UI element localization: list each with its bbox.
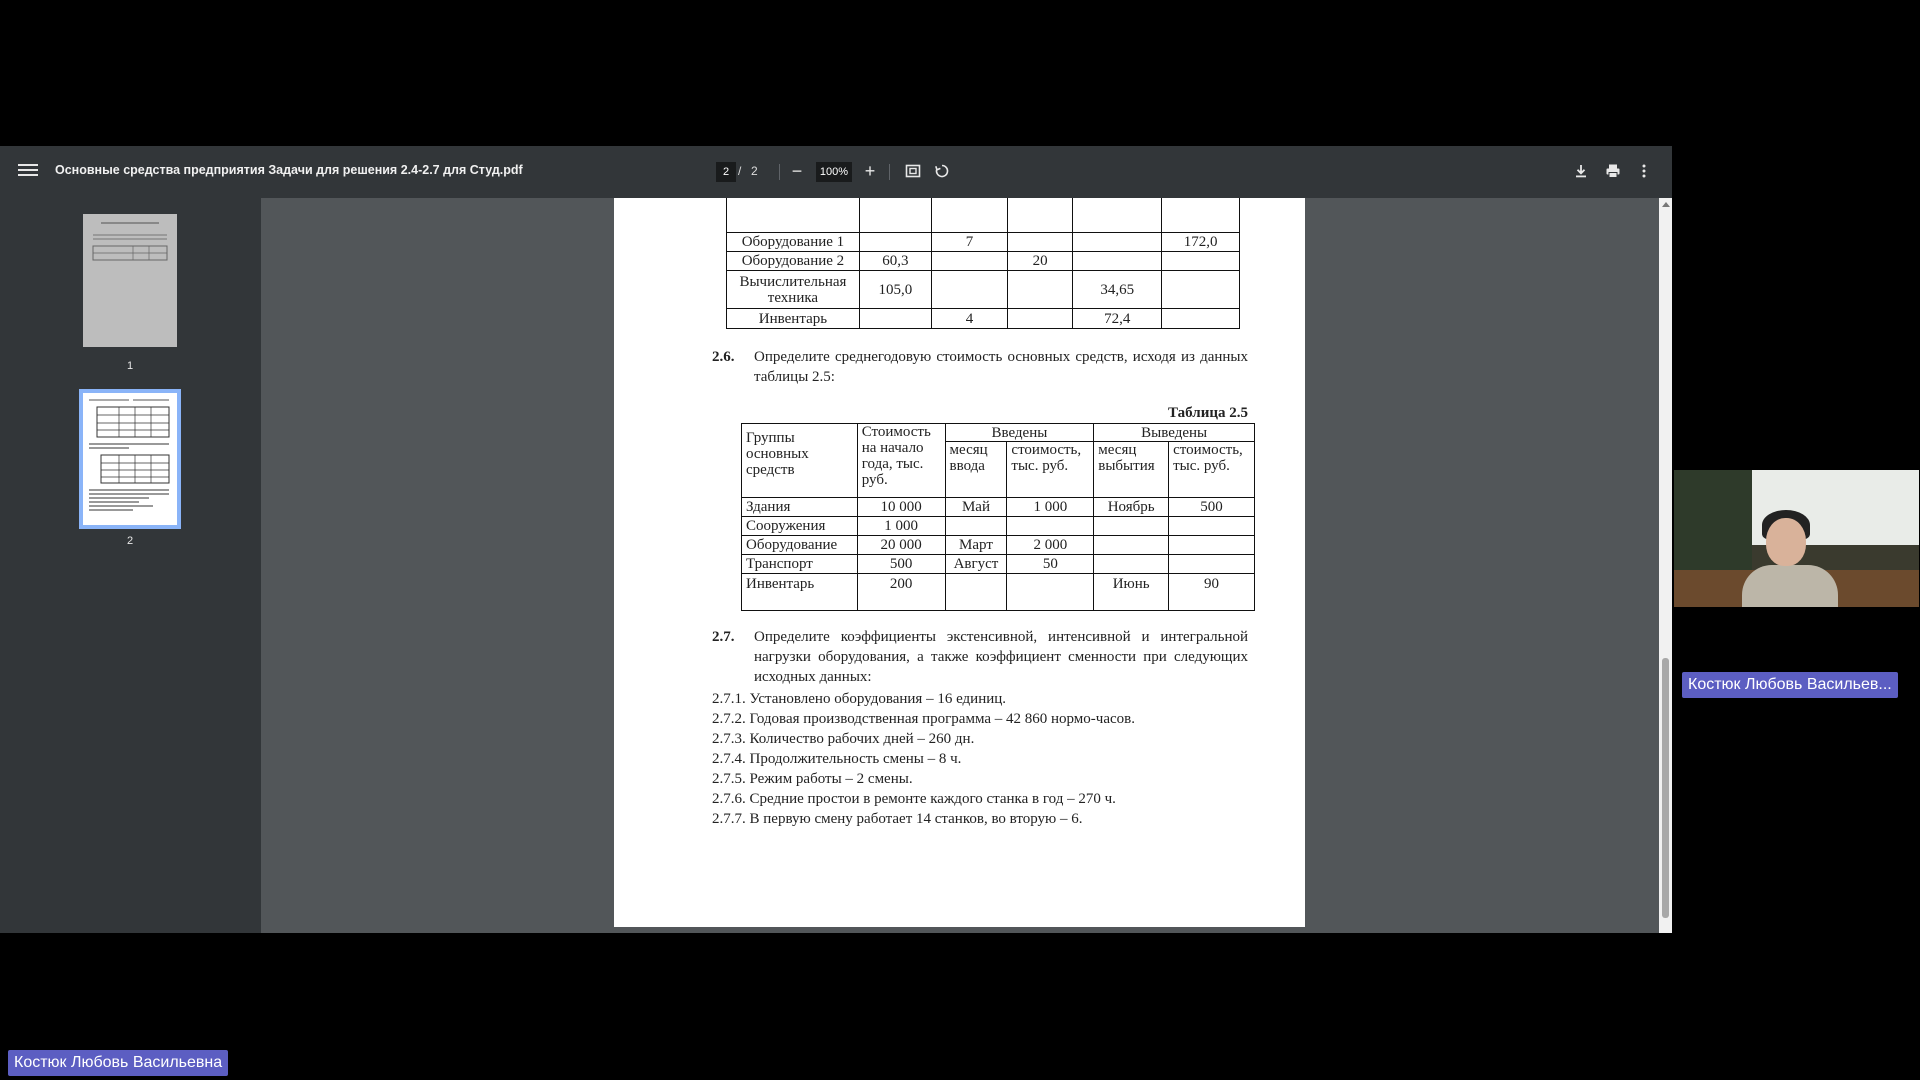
table-cell: 50 <box>1007 555 1094 574</box>
header-retired: Выведены <box>1094 424 1255 442</box>
table-cell: 2 000 <box>1007 536 1094 555</box>
table-row <box>742 498 1255 517</box>
table-cell: 1 000 <box>1007 498 1094 517</box>
table-cell <box>1073 252 1162 271</box>
table-cell <box>1007 517 1094 536</box>
zoom-in-button[interactable]: + <box>864 161 876 181</box>
header-month-in: месяц ввода <box>945 442 1007 498</box>
table-cell <box>1162 309 1240 329</box>
table-row <box>727 233 1240 252</box>
table-row <box>742 574 1255 611</box>
table-cell: 200 <box>857 574 945 611</box>
download-icon[interactable] <box>1569 159 1593 183</box>
table-cell: Ноябрь <box>1094 498 1169 517</box>
table-cell: Март <box>945 536 1007 555</box>
item-text: Режим работы – 2 смены. <box>749 771 913 787</box>
zoom-level-input[interactable]: 100% <box>816 162 852 182</box>
item-number: 2.7.3. <box>712 731 746 747</box>
participant-video[interactable] <box>1674 470 1919 607</box>
table-cell: Оборудование 1 <box>727 233 860 252</box>
participant-name-tag: Костюк Любовь Васильев... <box>1682 672 1898 698</box>
table-2-5 <box>741 423 1255 611</box>
table-cell: Вычислительная техника <box>727 271 860 309</box>
table-cell <box>1073 233 1162 252</box>
table-cell <box>1008 271 1073 309</box>
table-cell <box>859 233 931 252</box>
item-text: Средние простои в ремонте каждого станка в год – 270 ч. <box>749 791 1116 807</box>
scrollbar-thumb[interactable] <box>1662 658 1669 918</box>
table-cell <box>1007 574 1094 611</box>
table-cell: 172,0 <box>1162 233 1240 252</box>
table-cell: 20 000 <box>857 536 945 555</box>
table-row <box>727 252 1240 271</box>
table-cell <box>931 271 1007 309</box>
table-cell <box>1094 555 1169 574</box>
item-number: 2.7.7. <box>712 811 746 827</box>
table-cell <box>1094 517 1169 536</box>
participant-figure <box>1766 518 1806 566</box>
pdf-viewer <box>0 146 1672 933</box>
item-number: 2.7.1. <box>712 691 746 707</box>
table-row <box>727 309 1240 329</box>
total-pages: 2 <box>751 164 758 178</box>
more-options-icon[interactable] <box>1632 159 1656 183</box>
table-cell <box>859 309 931 329</box>
item-text: В первую смену работает 14 станков, во вторую – 6. <box>749 811 1083 827</box>
table-cell: 7 <box>931 233 1007 252</box>
list-item <box>712 731 974 748</box>
thumbnail-sidebar <box>0 198 261 933</box>
table-cell <box>931 252 1007 271</box>
table-cell: Июнь <box>1094 574 1169 611</box>
table-cell: 90 <box>1169 574 1255 611</box>
list-item <box>712 691 1006 708</box>
table-cell: Август <box>945 555 1007 574</box>
table-cell: Транспорт <box>742 555 858 574</box>
table-row <box>727 198 1240 233</box>
table-cell: 10 000 <box>857 498 945 517</box>
table-cell: 500 <box>857 555 945 574</box>
table-cell: 4 <box>931 309 1007 329</box>
table-cell: Май <box>945 498 1007 517</box>
task-text: Определите коэффициенты экстенсивной, интенсивной и интегральной нагрузки оборудования, а также коэффициент сменности при следующих исходных данных: <box>754 629 1248 685</box>
table-cell: 500 <box>1169 498 1255 517</box>
page-separator: / <box>738 164 742 178</box>
task-number: 2.7. <box>712 629 735 645</box>
item-number: 2.7.6. <box>712 791 746 807</box>
menu-icon[interactable] <box>18 161 38 181</box>
task-number: 2.6. <box>712 349 735 365</box>
header-cost-start: Стоимость на начало года, тыс. руб. <box>857 424 945 498</box>
page-thumbnail-1[interactable] <box>83 214 177 347</box>
top-table <box>726 198 1240 329</box>
table-cell: 105,0 <box>859 271 931 309</box>
table-cell: Оборудование 2 <box>727 252 860 271</box>
task-text: Определите среднегодовую стоимость основных средств, исходя из данных таблицы 2.5: <box>754 349 1248 385</box>
table-cell: 1 000 <box>857 517 945 536</box>
fit-to-page-icon[interactable] <box>901 159 925 183</box>
toolbar-divider <box>779 164 780 180</box>
table-cell: Инвентарь <box>742 574 858 611</box>
table-cell <box>1008 309 1073 329</box>
header-introduced: Введены <box>945 424 1094 442</box>
rotate-icon[interactable] <box>930 159 954 183</box>
speaker-name-tag: Костюк Любовь Васильевна <box>8 1050 228 1076</box>
list-item <box>712 791 1116 808</box>
table-cell <box>1169 517 1255 536</box>
table-cell <box>1094 536 1169 555</box>
document-title: Основные средства предприятия Задачи для решения 2.4-2.7 для Студ.pdf <box>55 163 523 177</box>
vertical-scrollbar[interactable] <box>1659 198 1672 933</box>
item-number: 2.7.2. <box>712 711 746 727</box>
page-number-input[interactable]: 2 <box>716 162 736 182</box>
table-cell: Сооружения <box>742 517 858 536</box>
table-row <box>742 555 1255 574</box>
table-cell: Инвентарь <box>727 309 860 329</box>
table-cell <box>1008 233 1073 252</box>
item-number: 2.7.5. <box>712 771 746 787</box>
table-cell <box>1162 271 1240 309</box>
item-text: Годовая производственная программа – 42 860 нормо-часов. <box>749 711 1135 727</box>
table-cell <box>1169 536 1255 555</box>
table-row <box>742 517 1255 536</box>
pdf-page <box>614 198 1305 927</box>
table-row <box>727 271 1240 309</box>
header-cost-out: стоимость, тыс. руб. <box>1169 442 1255 498</box>
list-item <box>712 771 913 788</box>
page-thumbnail-label: 1 <box>126 360 134 372</box>
table-cell: 72,4 <box>1073 309 1162 329</box>
table-cell: 20 <box>1008 252 1073 271</box>
table-caption: Таблица 2.5 <box>1168 405 1248 421</box>
header-cost-in: стоимость, тыс. руб. <box>1007 442 1094 498</box>
pdf-toolbar <box>0 146 1672 198</box>
item-text: Количество рабочих дней – 260 дн. <box>749 731 975 747</box>
list-item <box>712 811 1083 828</box>
table-cell <box>945 574 1007 611</box>
table-cell: Оборудование <box>742 536 858 555</box>
table-row <box>742 536 1255 555</box>
print-icon[interactable] <box>1601 159 1625 183</box>
item-text: Продолжительность смены – 8 ч. <box>749 751 962 767</box>
table-cell: Здания <box>742 498 858 517</box>
toolbar-divider <box>889 164 890 180</box>
zoom-out-button[interactable]: − <box>791 161 803 181</box>
scroll-up-icon[interactable] <box>1662 202 1670 207</box>
table-cell: 34,65 <box>1073 271 1162 309</box>
page-thumbnail-label: 2 <box>126 535 134 547</box>
table-cell <box>945 517 1007 536</box>
item-text: Установлено оборудования – 16 единиц. <box>749 691 1007 707</box>
table-cell <box>1162 252 1240 271</box>
list-item <box>712 751 961 768</box>
table-header-row <box>742 424 1255 442</box>
participant-figure <box>1742 565 1838 607</box>
table-cell: 60,3 <box>859 252 931 271</box>
table-cell <box>1169 555 1255 574</box>
item-number: 2.7.4. <box>712 751 746 767</box>
header-month-out: месяц выбытия <box>1094 442 1169 498</box>
header-groups: Группы основных средств <box>742 424 858 498</box>
page-thumbnail-2[interactable] <box>79 389 181 529</box>
list-item <box>712 711 1135 728</box>
